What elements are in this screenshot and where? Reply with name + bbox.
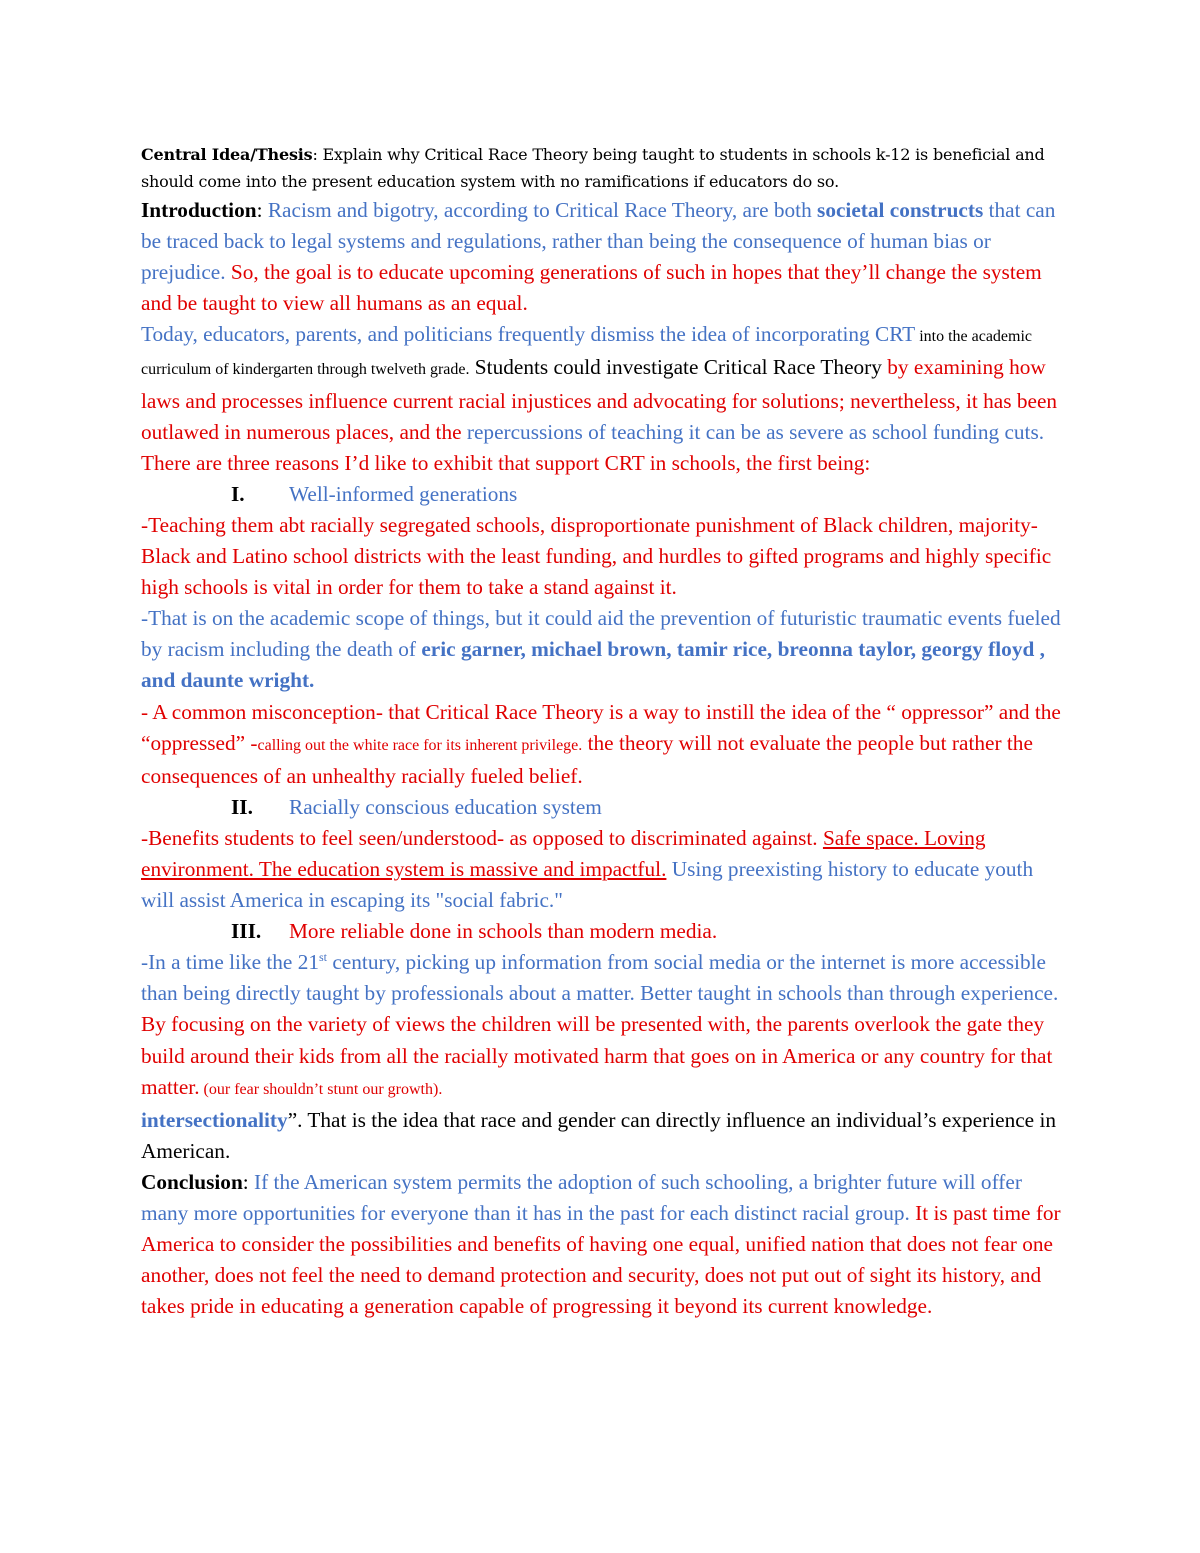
intro-sentence-2: So, the goal is to educate upcoming generations of such in hopes that they’ll change the system and be taught to view all humans as an equal.	[141, 260, 1042, 316]
intro-sentence-8: There are three reasons I’d like to exhibit that support CRT in schools, the first being:	[141, 450, 871, 475]
intro-keyword-societal-constructs: societal constructs	[817, 198, 984, 222]
introduction-label: Introduction	[141, 198, 257, 222]
section-one-point-3-end: the theory will not evaluate the people but rather the consequences of an unhealthy racially fueled belief.	[141, 730, 1033, 788]
section-three-point-1-cont: century, picking up information from social media or the internet is more accessible than being directly taught by professionals about a matter. Better taught in schools than through experience.	[141, 950, 1059, 1006]
intro-sentence-6: by examining how laws and processes influence current racial injustices and advocating for solutions; nevertheless, it has been outlawed in numerous places, and the	[141, 355, 1058, 444]
introduction-colon: :	[256, 198, 263, 222]
section-three-point-1-aside: (our fear shouldn’t stunt our growth).	[199, 1080, 443, 1098]
section-one-point-1: -Teaching them abt racially segregated schools, disproportionate punishment of Black children, majority-Black and Latino school districts with the least funding, and hurdles to gifted programs and highly specific high schools is vital in order for them to take a stand against it.	[141, 512, 1052, 600]
conclusion-sentence-1: If the American system permits the adoption of such schooling, a brighter future will offer many more opportunities for everyone than it has in the past for each distinct racial group.	[141, 1169, 1022, 1225]
section-one-point-3-text: - A common misconception- that Critical Race Theory is a way to instill the idea of the “ oppressor” and the “oppressed” -	[141, 699, 1061, 755]
section-two-point-1	[141, 823, 1066, 916]
section-numeral-two: II.	[231, 794, 253, 819]
intro-sentence-4: into the academic curriculum of kindergarten through twelveth grade.	[141, 328, 1033, 379]
section-two-point-1-text: -Benefits students to feel seen/understood- as opposed to discriminated against.	[141, 825, 823, 850]
section-three-point-1	[141, 947, 1066, 1104]
conclusion-sentence-2: It is past time for America to consider the possibilities and benefits of having one equal, unified nation that does not fear one another, does not feel the need to demand protection and security, does not put out of sight its history, and takes pride in educating a generation capable of progressing it beyond its current knowledge.	[141, 1201, 1061, 1319]
thesis-paragraph	[141, 141, 1066, 195]
section-three-superscript: st	[319, 950, 328, 965]
intro-sentence-1c: that can be traced back to legal systems and regulations, rather than being the consequence of human bias or prejudice.	[141, 198, 1056, 285]
intro-sentence-1a: Racism and bigotry, according to Critical Race Theory, are both	[262, 198, 818, 222]
conclusion-paragraph	[141, 1167, 1066, 1322]
section-title-three: More reliable done in schools than modern media.	[289, 919, 718, 944]
section-title-one: Well-informed generations	[289, 481, 518, 506]
section-one-point-2-text: -That is on the academic scope of things, but it could aid the prevention of futuristic traumatic events fueled by racism including the death of	[141, 606, 1061, 662]
thesis-text: Explain why Critical Race Theory being taught to students in schools k-12 is beneficial and should come into the present education system with no ramifications if educators do so.	[141, 145, 1045, 191]
section-three-point-2-text: ”. That is the idea that race and gender can directly influence an individual’s experience in American.	[141, 1107, 1057, 1163]
section-heading-two	[141, 792, 1066, 823]
section-three-point-2	[141, 1105, 1066, 1167]
intro-sentence-7: repercussions of teaching it can be as severe as school funding cuts.	[461, 419, 1045, 444]
intersectionality-term: intersectionality	[141, 1107, 288, 1132]
section-three-point-1-red: By focusing on the variety of views the children will be presented with, the parents overlook the gate they build around their kids from all the racially motivated harm that goes on in America or any country for that matter.	[141, 1012, 1053, 1099]
section-one-point-2	[141, 603, 1066, 696]
section-numeral-one: I.	[231, 481, 245, 506]
section-one-point-3	[141, 697, 1066, 792]
section-two-point-1-end: Using preexisting history to educate youth will assist America in escaping its "social fabric."	[141, 856, 1034, 913]
intro-paragraph-2	[141, 319, 1066, 478]
conclusion-label: Conclusion	[141, 1169, 243, 1194]
intro-sentence-3: Today, educators, parents, and politicians frequently dismiss the idea of incorporating CRT	[141, 322, 916, 347]
section-numeral-three: III.	[231, 919, 262, 944]
section-two-underlined-text: Safe space. Loving environment. The education system is massive and impactful.	[141, 825, 986, 881]
intro-sentence-5: Students could investigate Critical Race Theory	[469, 355, 882, 380]
section-heading-one	[141, 479, 1066, 510]
section-one-victims-names: eric garner, michael brown, tamir rice, breonna taylor, georgy floyd , and daunte wright.	[141, 637, 1045, 693]
section-heading-three	[141, 916, 1066, 947]
section-one-point-3-aside: calling out the white race for its inherent privilege.	[257, 736, 583, 754]
conclusion-colon: :	[242, 1169, 249, 1194]
thesis-colon: :	[312, 145, 318, 164]
document-body	[141, 141, 1066, 1322]
section-title-two: Racially conscious education system	[289, 794, 602, 819]
thesis-label: Central Idea/Thesis	[141, 145, 313, 164]
introduction-paragraph	[141, 195, 1066, 319]
section-three-point-1-text: -In a time like the 21	[141, 950, 320, 975]
